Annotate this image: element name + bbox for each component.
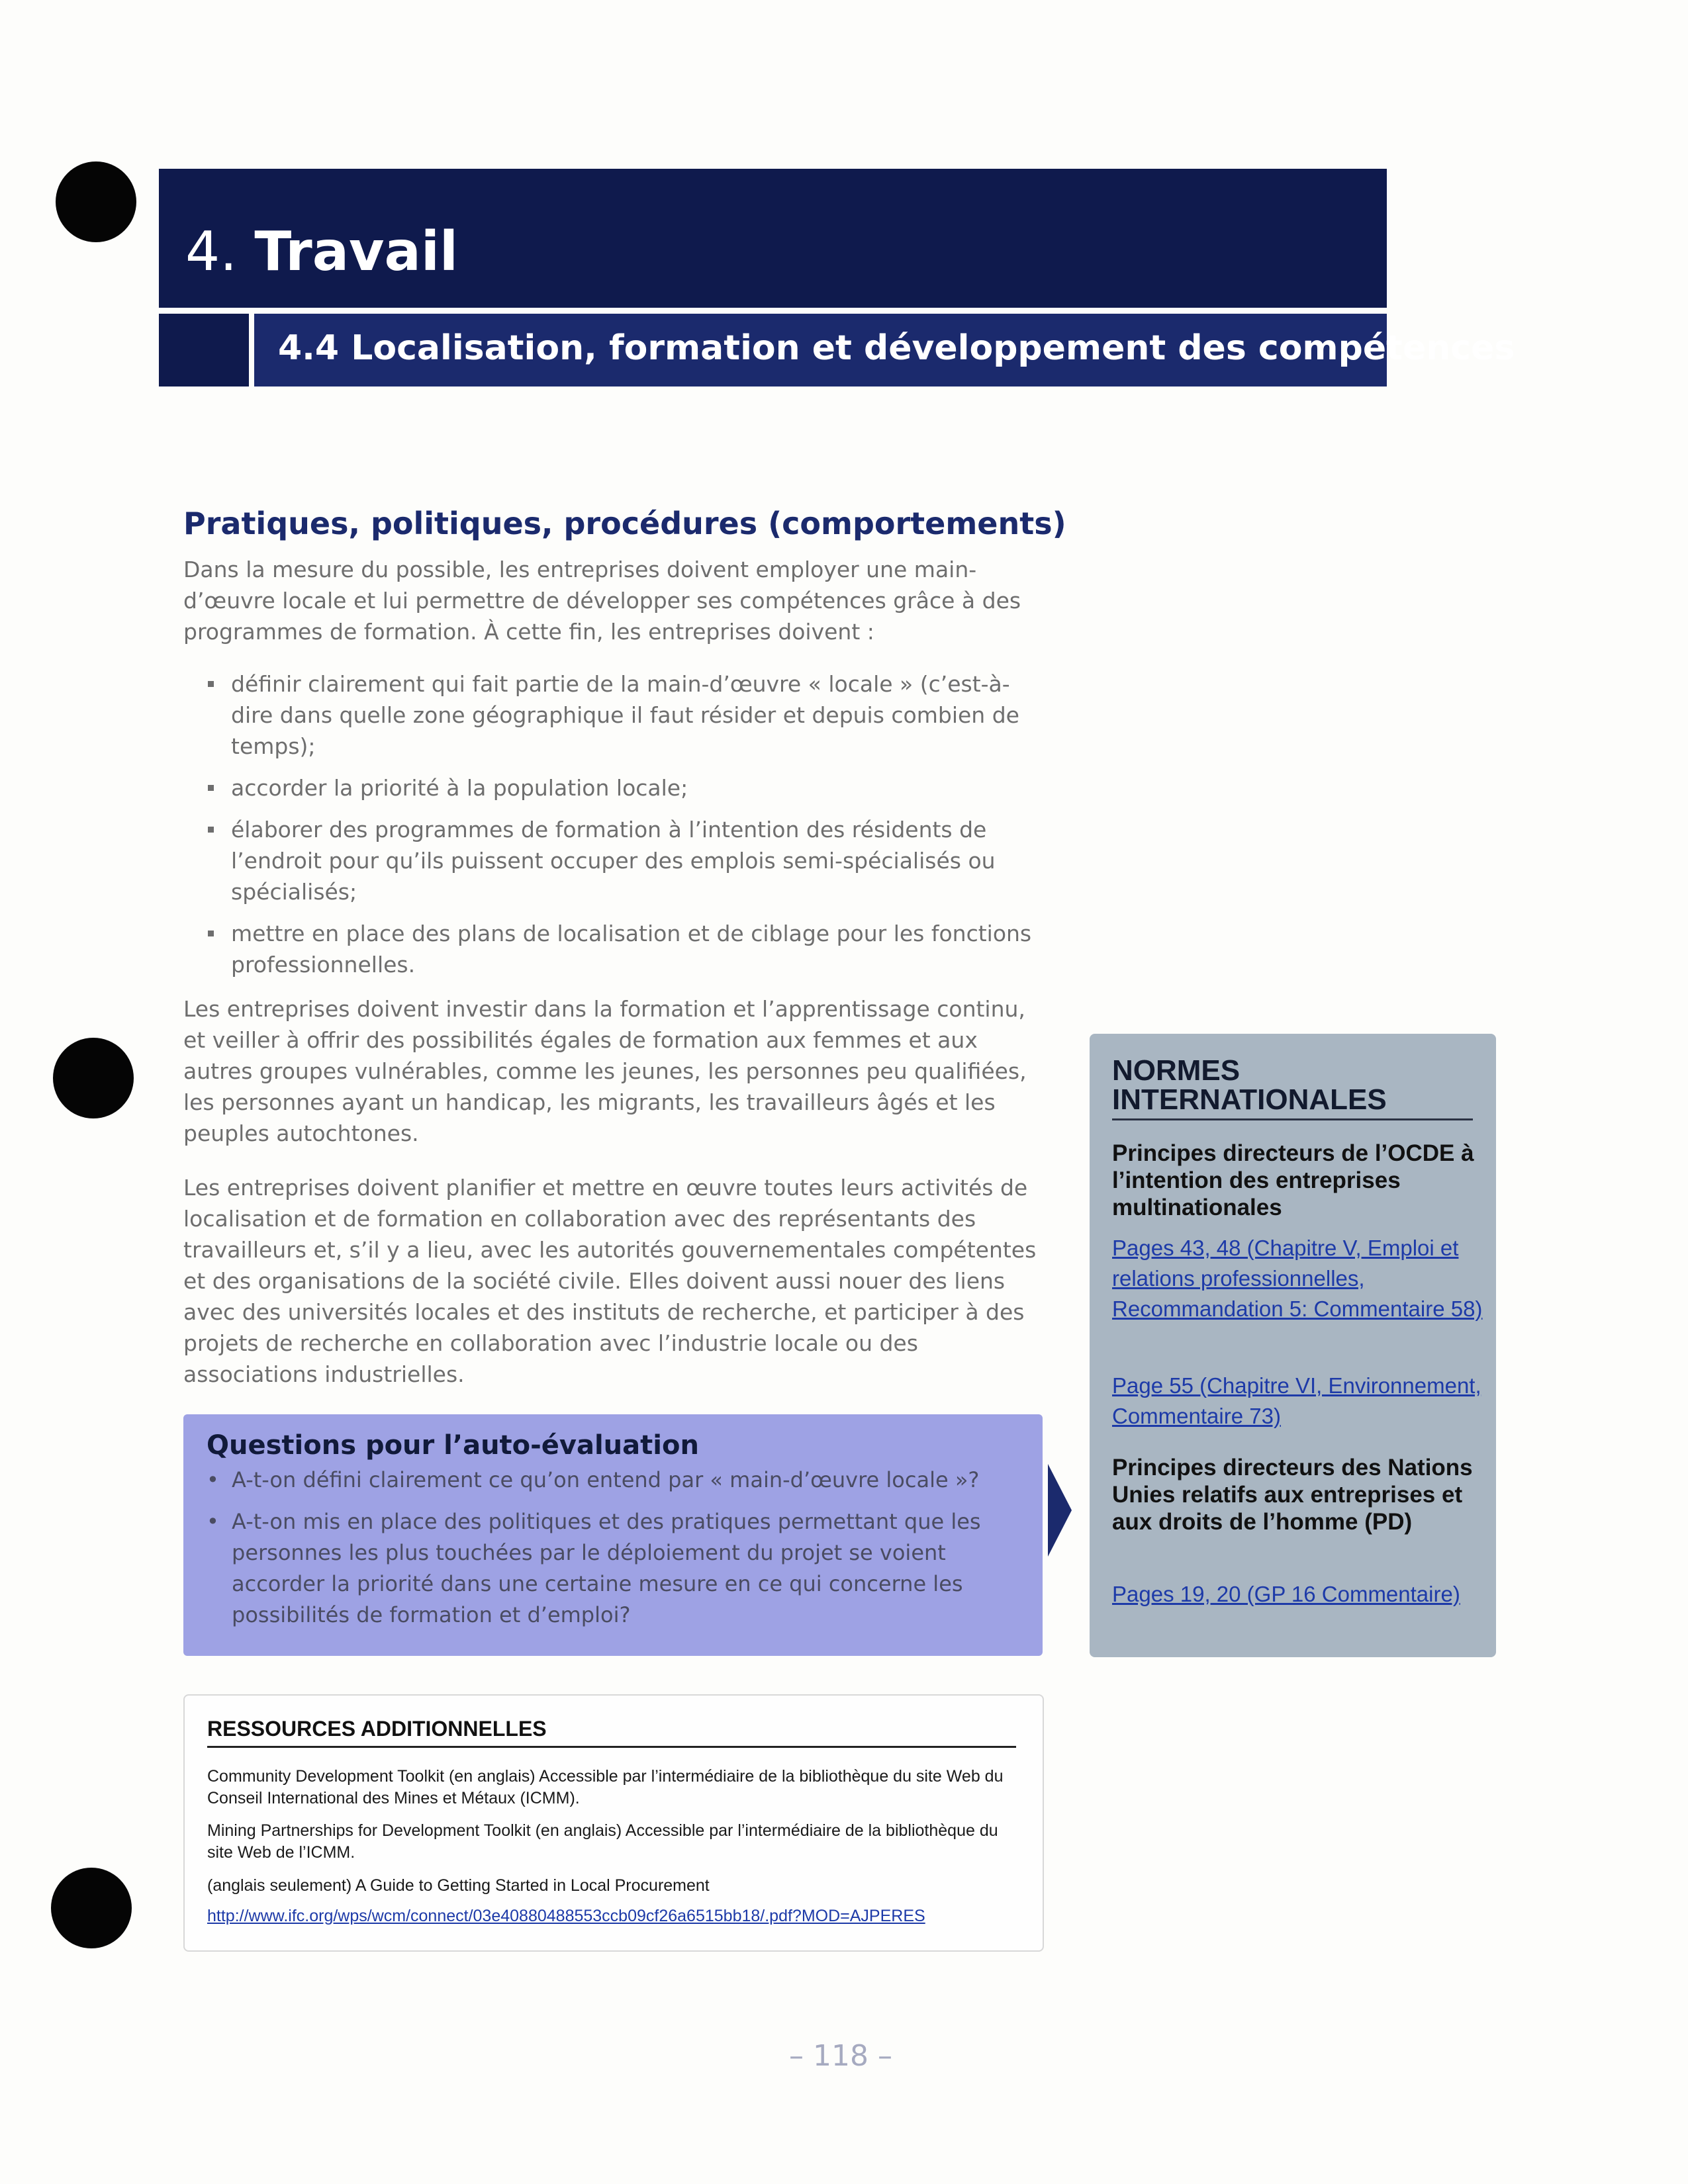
- ocde-link-environment-text[interactable]: Page 55 (Chapitre VI, Environnement, Commentaire 73): [1112, 1373, 1481, 1428]
- resource-item-community-toolkit: Community Development Toolkit (en anglais) Accessible par l’intermédiaire de la bibliothèque du site Web du Conseil International des Mines et Métaux (ICMM).: [207, 1767, 1004, 1807]
- un-guiding-principles-section: [1112, 1454, 1483, 1535]
- un-link-text[interactable]: Pages 19, 20 (GP 16 Commentaire): [1112, 1582, 1460, 1606]
- chapter-number: 4.: [185, 220, 238, 283]
- bullet-icon: [208, 931, 214, 936]
- binder-punch-hole-bottom: [51, 1868, 132, 1948]
- binder-punch-hole-middle: [53, 1038, 134, 1118]
- un-guiding-principles-heading: Principes directeurs des Nations Unies relatifs aux entreprises et aux droits de l’homme (PD): [1112, 1455, 1473, 1535]
- list-item-text: accorder la priorité à la population locale;: [231, 775, 688, 801]
- list-item: [183, 668, 1044, 762]
- international-standards-title: NORMES INTERNATIONALES: [1112, 1056, 1473, 1120]
- requirements-list: [183, 668, 1044, 991]
- bullet-icon: •: [207, 1467, 219, 1492]
- resource-item-mining-partnerships: Mining Partnerships for Development Toolkit (en anglais) Accessible par l’intermédiaire de la bibliothèque du site Web de l’ICMM.: [207, 1821, 998, 1862]
- international-standards-box: [1090, 1034, 1496, 1657]
- list-item-text: définir clairement qui fait partie de la main-d’œuvre « locale » (c’est-à-dire dans quelle zone géographique il faut résider et depuis combien de temps);: [231, 671, 1019, 759]
- additional-resources-title: RESSOURCES ADDITIONNELLES: [207, 1717, 1016, 1748]
- bullet-icon: •: [207, 1509, 219, 1534]
- page-number: – 118 –: [789, 2039, 892, 2073]
- chapter-name: Travail: [254, 220, 459, 283]
- self-assessment-title: Questions pour l’auto-évaluation: [207, 1430, 699, 1461]
- arrow-right-icon: [1048, 1464, 1072, 1557]
- question-item: [207, 1506, 1021, 1631]
- practices-heading: Pratiques, politiques, procédures (comportements): [183, 506, 1066, 541]
- intro-paragraph: Dans la mesure du possible, les entreprises doivent employer une main-d’œuvre locale et lui permettre de développer ses compétences grâce à des programmes de formation. À cette fin, les entreprises doivent :: [183, 557, 1021, 645]
- list-item-text: mettre en place des plans de localisation et de ciblage pour les fonctions professionnelles.: [231, 921, 1032, 978]
- question-text: A-t-on défini clairement ce qu’on entend par « main-d’œuvre locale »?: [232, 1467, 980, 1492]
- ocde-link-employment-text[interactable]: Pages 43, 48 (Chapitre V, Emploi et relations professionnelles, Recommandation 5: Commentaire 58): [1112, 1236, 1483, 1321]
- resource-link[interactable]: [207, 1905, 1028, 1927]
- un-link[interactable]: [1112, 1579, 1483, 1610]
- ocde-heading: Principes directeurs de l’OCDE à l’intention des entreprises multinationales: [1112, 1140, 1474, 1220]
- collaboration-paragraph: Les entreprises doivent planifier et mettre en œuvre toutes leurs activités de localisation et de formation en collaboration avec des représentants des travailleurs et, s’il y a lieu, avec les autorités gouvernementales compétentes et des organisations de la société civile. Elles doivent aussi nouer des liens avec des universités locales et des instituts de recherche, et participer à des projets de recherche en collaboration avec l’industrie locale ou des associations industrielles.: [183, 1175, 1037, 1387]
- training-paragraph: Les entreprises doivent investir dans la formation et l’apprentissage continu, et veiller à offrir des possibilités égales de formation aux femmes et aux autres groupes vulnérables, comme les jeunes, les personnes peu qualifiées, les personnes ayant un handicap, les migrants, les travailleurs âgés et les peuples autochtones.: [183, 996, 1027, 1146]
- question-item: [207, 1465, 1021, 1496]
- question-text: A-t-on mis en place des politiques et des pratiques permettant que les personnes les plus touchées par le déploiement du projet se voient accorder la priorité dans une certaine mesure en ce qui concerne les possibilités de formation et d’emploi?: [232, 1509, 981, 1627]
- ocde-link-employment[interactable]: [1112, 1233, 1483, 1324]
- chapter-title: [185, 220, 459, 283]
- resource-item-local-procurement: (anglais seulement) A Guide to Getting Started in Local Procurement: [207, 1876, 710, 1895]
- resource-link-url[interactable]: http://www.ifc.org/wps/wcm/connect/03e40880488553ccb09cf26a6515bb18/.pdf?MOD=AJPERES: [207, 1907, 925, 1925]
- ocde-section: [1112, 1140, 1483, 1221]
- section-title: 4.4 Localisation, formation et développement des compétences: [278, 328, 1515, 368]
- section-header-tab: [159, 314, 249, 387]
- binder-punch-hole-top: [56, 161, 136, 242]
- list-item: [183, 814, 1044, 907]
- ocde-link-environment[interactable]: [1112, 1371, 1483, 1432]
- bullet-icon: [208, 827, 214, 833]
- list-item: [183, 918, 1044, 980]
- self-assessment-questions: [207, 1465, 1021, 1641]
- list-item: [183, 772, 1044, 803]
- bullet-icon: [208, 785, 214, 791]
- list-item-text: élaborer des programmes de formation à l’intention des résidents de l’endroit pour qu’ils puissent occuper des emplois semi-spécialisés ou spécialisés;: [231, 817, 996, 905]
- bullet-icon: [208, 681, 214, 687]
